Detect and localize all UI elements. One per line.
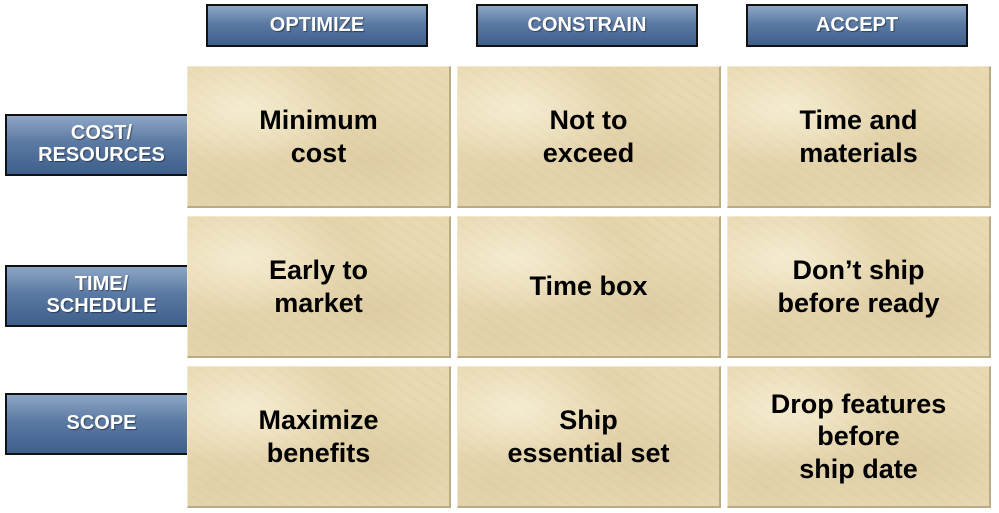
cell-cost-accept: Time and materials: [727, 66, 991, 208]
row-header-cost-resources: COST/ RESOURCES: [5, 114, 198, 176]
cell-time-constrain: Time box: [457, 216, 721, 358]
cell-time-accept: Don’t ship before ready: [727, 216, 991, 358]
column-header-accept: ACCEPT: [746, 4, 968, 47]
column-header-optimize: OPTIMIZE: [206, 4, 428, 47]
column-header-constrain: CONSTRAIN: [476, 4, 698, 47]
cell-scope-optimize: Maximize benefits: [187, 366, 451, 508]
cell-scope-constrain: Ship essential set: [457, 366, 721, 508]
cell-cost-constrain: Not to exceed: [457, 66, 721, 208]
row-header-scope: SCOPE: [5, 393, 198, 455]
cell-scope-accept: Drop features before ship date: [727, 366, 991, 508]
cell-cost-optimize: Minimum cost: [187, 66, 451, 208]
cell-time-optimize: Early to market: [187, 216, 451, 358]
row-header-time-schedule: TIME/ SCHEDULE: [5, 265, 198, 327]
